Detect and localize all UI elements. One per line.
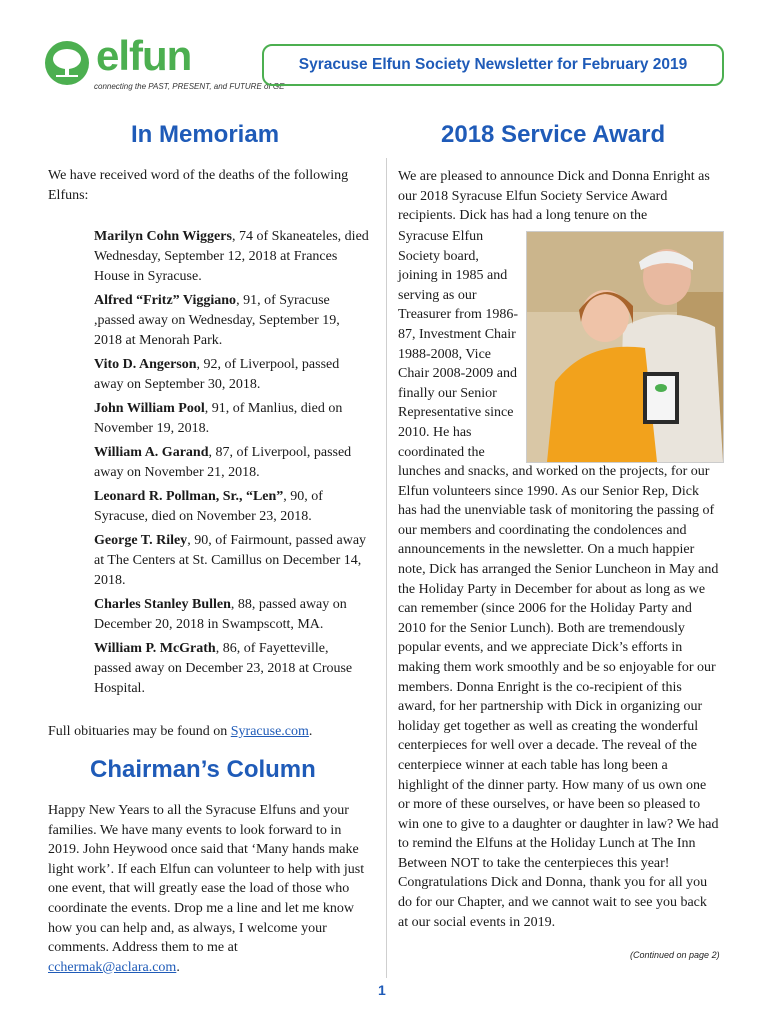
memoriam-entry xyxy=(94,639,369,699)
award-intro: We are pleased to announce Dick and Donna Enright as our 2018 Syracuse Elfun Society Service Award recipients. Dick has had a long tenure on the xyxy=(398,169,710,224)
chairman-text: Happy New Years to all the Syracuse Elfuns and your families. We have many events to look forward to in 2019. John Heywood once said that ‘Many hands make light work’. If each Elfun can volunteer to help with just one event, that will greatly ease the load of those who coordinate the events. Drop me a line and let me know how you can help and, as always, I welcome your comments. Address them to me at xyxy=(48,803,365,956)
syracuse-link[interactable]: Syracuse.com xyxy=(230,724,309,739)
chairman-suffix: . xyxy=(176,959,180,975)
newsletter-banner: Syracuse Elfun Society Newsletter for February 2019 xyxy=(262,44,724,86)
column-divider xyxy=(386,158,387,978)
logo-tagline: connecting the PAST, PRESENT, and FUTURE of GE xyxy=(94,82,285,91)
memoriam-intro: We have received word of the deaths of the following Elfuns: xyxy=(48,168,349,203)
award-recipients-photo xyxy=(527,232,723,462)
award-wrap-text: Syracuse Elfun Society board, joining in 1985 and serving as our Treasurer from 1986-87, Investment Chair 1988-2008, Vice Chair 2008-2009 and finally our Senior Representative since 2010. He has coordinated the xyxy=(398,229,519,460)
memoriam-entry-name: Alfred “Fritz” Viggiano xyxy=(94,293,237,308)
memoriam-entry-name: Leonard R. Pollman, Sr., “Len” xyxy=(94,489,284,504)
award-title: 2018 Service Award xyxy=(441,121,666,148)
obituary-note xyxy=(48,722,368,742)
obituary-suffix: . xyxy=(308,724,313,739)
award-photo xyxy=(526,231,724,463)
memoriam-entry xyxy=(94,443,369,483)
memoriam-entry-name: Charles Stanley Bullen xyxy=(94,597,231,612)
memoriam-title: In Memoriam xyxy=(131,121,280,148)
obituary-prefix: Full obituaries may be found on xyxy=(48,724,231,739)
memoriam-entry-name: John William Pool xyxy=(94,401,205,416)
memoriam-entry xyxy=(94,531,369,591)
memoriam-entry xyxy=(94,399,369,439)
page-number: 1 xyxy=(378,982,386,998)
memoriam-entry xyxy=(94,595,369,635)
chairman-email-link[interactable]: cchermak@aclara.com xyxy=(48,959,177,975)
memoriam-entry-text: , 86, of Fayetteville, passed away on December 23, 2018 at Crouse Hospital. xyxy=(94,641,353,696)
memoriam-entry-text: , 92, of Liverpool, passed away on September 30, 2018. xyxy=(94,357,340,392)
memoriam-entry xyxy=(94,355,369,395)
memoriam-entry-text: , 87, of Liverpool, passed away on November 21, 2018. xyxy=(94,445,352,480)
chairman-body xyxy=(48,801,368,977)
tree-icon xyxy=(44,40,90,86)
memoriam-entry xyxy=(94,291,369,351)
memoriam-entry-name: George T. Riley xyxy=(94,533,188,548)
award-body: lunches and snacks, and worked on the projects, for our Elfun volunteers since 1990. As our Senior Rep, Dick has had the unenviable task of monitoring the passing of our members and coordinating the condolences and announcements in the newsletter. On a much happier note, Dick has arranged the Senior Luncheon in May and the Holiday Party in December for about as long as we can remember (since 2006 for the Holiday Party and 2010 for the Senior Lunch). Both are tremendously popular events, and we appreciate Dick’s efforts in making them work smoothly and be so enjoyable for our members. Donna Enright is the co-recipient of this award, for her partnership with Dick in organizing our holiday get together as well as creating the wonderful centerpieces for well over a decade. The reveal of the centerpiece winner at each table has long been a highlight of the dinner party. How many of us own one or more of these ourselves, or have been so pleased to win one to give to a daughter or daughter in law? We had to remind the Elfuns at the Holiday Lunch at The Inn Between NOT to take the centerpieces this year! Congratulations Dick and Donna, thank you for all you do for our Chapter, and we cannot wait to see you back at our social events in 2019. xyxy=(398,464,719,930)
memoriam-entry-text: , 74 of Skaneateles, died Wednesday, September 12, 2018 at Frances House in Syracuse. xyxy=(94,229,369,284)
memoriam-entry-text: , 90, of Syracuse, died on November 23, 2018. xyxy=(94,489,323,524)
memoriam-entry-name: William P. McGrath xyxy=(94,641,216,656)
memoriam-entry xyxy=(94,227,369,287)
elfun-logo xyxy=(44,32,285,98)
memoriam-entry-name: Vito D. Angerson xyxy=(94,357,197,372)
continued-note: (Continued on page 2) xyxy=(630,950,720,960)
memoriam-entry-text: , 91, of Manlius, died on November 19, 2018. xyxy=(94,401,343,436)
memoriam-entry-text: , 90, of Fairmount, passed away at The Centers at St. Camillus on December 14, 2018. xyxy=(94,533,367,588)
memoriam-entry-text: , 88, passed away on December 20, 2018 in Swampscott, MA. xyxy=(94,597,347,632)
memoriam-entry xyxy=(94,487,369,527)
chairman-title: Chairman’s Column xyxy=(90,756,316,783)
logo-text: elfun xyxy=(96,32,192,79)
memoriam-entry-name: William A. Garand xyxy=(94,445,209,460)
memoriam-entry-text: , 91, of Syracuse ,passed away on Wednesday, September 19, 2018 at Menorah Park. xyxy=(94,293,340,348)
logo-wordmark xyxy=(96,32,191,80)
memoriam-entry-name: Marilyn Cohn Wiggers xyxy=(94,229,232,244)
